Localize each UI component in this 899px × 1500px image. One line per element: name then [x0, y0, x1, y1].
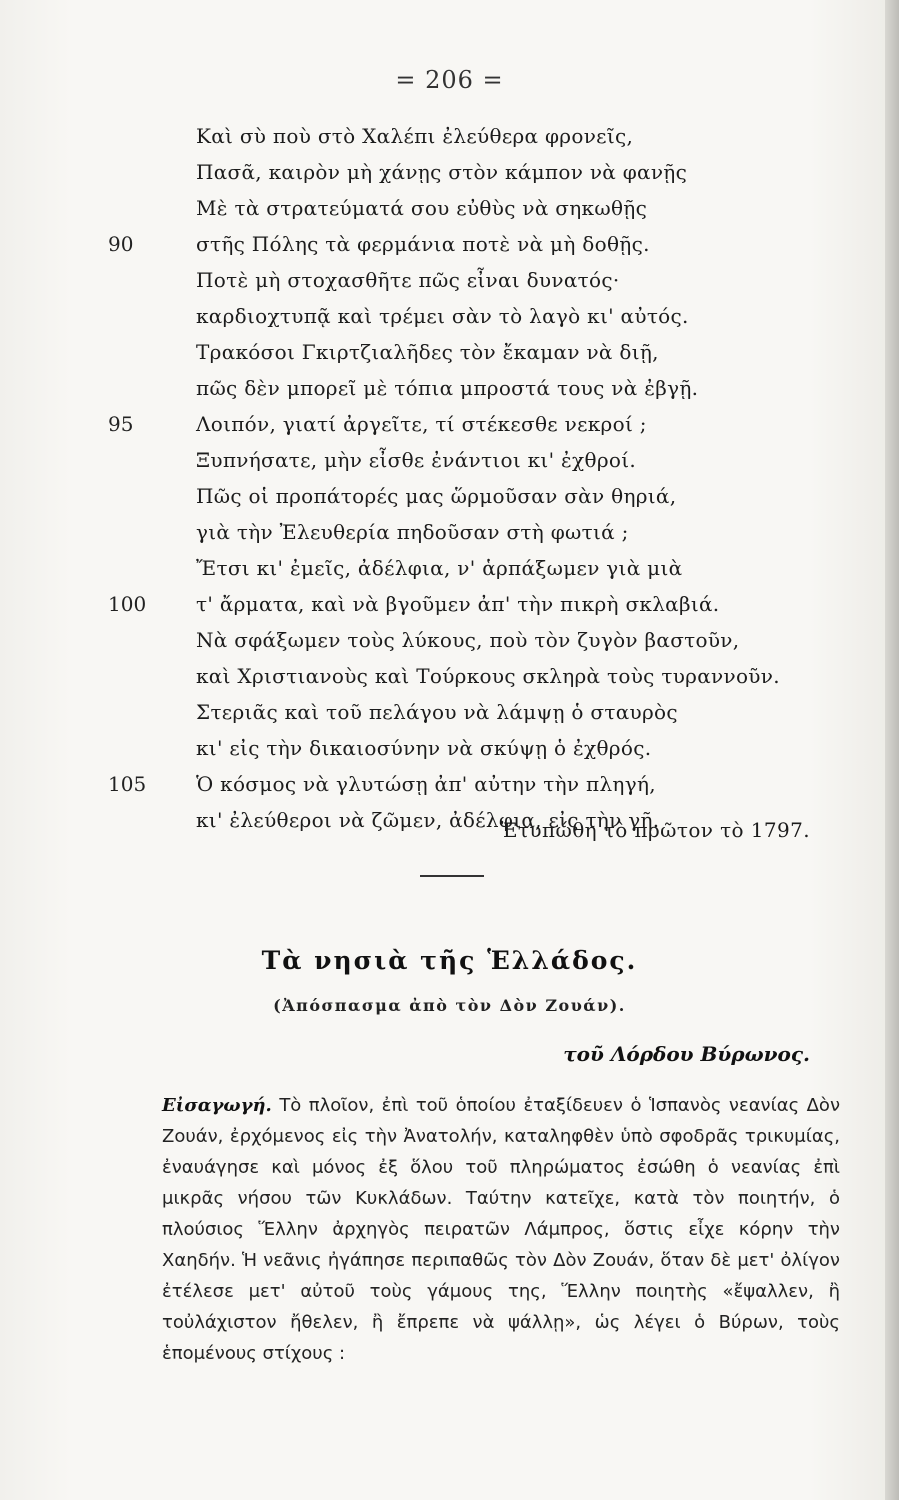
poem-line: πῶς δὲν μπορεῖ μὲ τόπια μπροστά τους νὰ ἐβγῇ. [196, 376, 699, 400]
section-divider [420, 875, 484, 877]
poem-line: Πῶς οἱ προπάτορές μας ὥρμοῦσαν σὰν θηριά, [196, 484, 677, 508]
line-number: 95 [108, 412, 134, 436]
introduction-paragraph [162, 1090, 840, 1369]
poem-line: κι' ἐλεύθεροι νὰ ζῶμεν, ἀδέλφια, εἰς τὴν γῆ. [196, 808, 660, 832]
poem-line: καὶ Χριστιανοὺς καὶ Τούρκους σκληρὰ τοὺς τυραννοῦν. [196, 664, 780, 688]
poem-line: Στεριᾶς καὶ τοῦ πελάγου νὰ λάμψῃ ὁ σταυρὸς [196, 700, 678, 724]
line-number: 90 [108, 232, 134, 256]
poem-line: γιὰ τὴν Ἐλευθερία πηδοῦσαν στὴ φωτιά ; [196, 520, 629, 544]
poem-line: Νὰ σφάξωμεν τοὺς λύκους, ποὺ τὸν ζυγὸν βαστοῦν, [196, 628, 740, 652]
poem-line: Ποτὲ μὴ στοχασθῆτε πῶς εἶναι δυνατός· [196, 268, 620, 292]
poem-line: Μὲ τὰ στρατεύματά σου εὐθὺς νὰ σηκωθῇς [196, 196, 648, 220]
page-number: = 206 = [395, 66, 504, 94]
poem-line: Καὶ σὺ ποὺ στὸ Χαλέπι ἐλεύθερα φρονεῖς, [196, 124, 634, 148]
poem-line: Τρακόσοι Γκιρτζιαλῆδες τὸν ἔκαμαν νὰ διῇ, [196, 340, 659, 364]
poem-line: Ξυπνήσατε, μὴν εἶσθε ἐνάντιοι κι' ἐχθροί. [196, 448, 637, 472]
introduction-text: Τὸ πλοῖον, ἐπὶ τοῦ ὁποίου ἐταξίδευεν ὁ Ἱσπανὸς νεανίας Δὸν Ζουάν, ἐρχόμενος εἰς τὴν Ἀνατολήν, καταληφθὲν ὑπὸ σφοδρᾶς τρικυμίας, ἐναυάγησε καὶ μόνος ἐξ ὅλου τοῦ πληρώματος ἐσώθη ὁ νεανίας ἐπὶ μικρᾶς νήσου τῶν Κυκλάδων. Ταύτην κατεῖχε, κατὰ τὸν ποιητήν, ὁ πλούσιος Ἕλλην ἀρχηγὸς πειρατῶν Λάμπρος, ὅστις εἶχε κόρην τὴν Χαηδήν. Ἡ νεᾶνις ἠγάπησε περιπαθῶς τὸν Δὸν Ζουάν, ὅταν δὲ μετ' ὀλίγον ἐτέλεσε μετ' αὐτοῦ τοὺς γάμους της, Ἕλλην ποιητὴς «ἔψαλλεν, ἢ τοὐλάχιστον ἤθελεν, ἢ ἔπρεπε νὰ ψάλλῃ», ὡς λέγει ὁ Βύρων, τοὺς ἑπομένους στίχους : [162, 1095, 840, 1364]
page-edge-shadow [885, 0, 899, 1500]
poem-line: καρδιοχτυπᾷ καὶ τρέμει σὰν τὸ λαγὸ κι' αὐτός. [196, 304, 689, 328]
poem-line: Πασᾶ, καιρὸν μὴ χάνῃς στὸν κάμπον νὰ φανῇς [196, 160, 688, 184]
introduction-label: Εἰσαγωγή. [162, 1095, 272, 1116]
imprint-note: Ἐτυπώθη τὸ πρῶτον τὸ 1797. [500, 818, 810, 842]
poem-line: κι' εἰς τὴν δικαιοσύνην νὰ σκύψῃ ὁ ἐχθρός. [196, 736, 652, 760]
section-author: τοῦ Λόρδου Βύρωνος. [563, 1042, 810, 1066]
poem-line: στῆς Πόλης τὰ φερμάνια ποτὲ νὰ μὴ δοθῇς. [196, 232, 650, 256]
poem-line: τ' ἄρματα, καὶ νὰ βγοῦμεν ἀπ' τὴν πικρὴ σκλαβιά. [196, 592, 720, 616]
line-number: 100 [108, 592, 147, 616]
line-number: 105 [108, 772, 147, 796]
poem-line: Λοιπόν, γιατί ἀργεῖτε, τί στέκεσθε νεκροί ; [196, 412, 647, 436]
section-title: Τὰ νησιὰ τῆς Ἑλλάδος. [261, 946, 638, 975]
poem-line: Ὁ κόσμος νὰ γλυτώσῃ ἀπ' αὐτην τὴν πληγή, [196, 772, 656, 796]
poem-line: Ἔτσι κι' ἐμεῖς, ἀδέλφια, ν' ἁρπάξωμεν γιὰ μιὰ [196, 556, 683, 580]
section-subtitle: (Ἀπόσπασμα ἀπὸ τὸν Δὸν Ζουάν). [273, 996, 626, 1015]
